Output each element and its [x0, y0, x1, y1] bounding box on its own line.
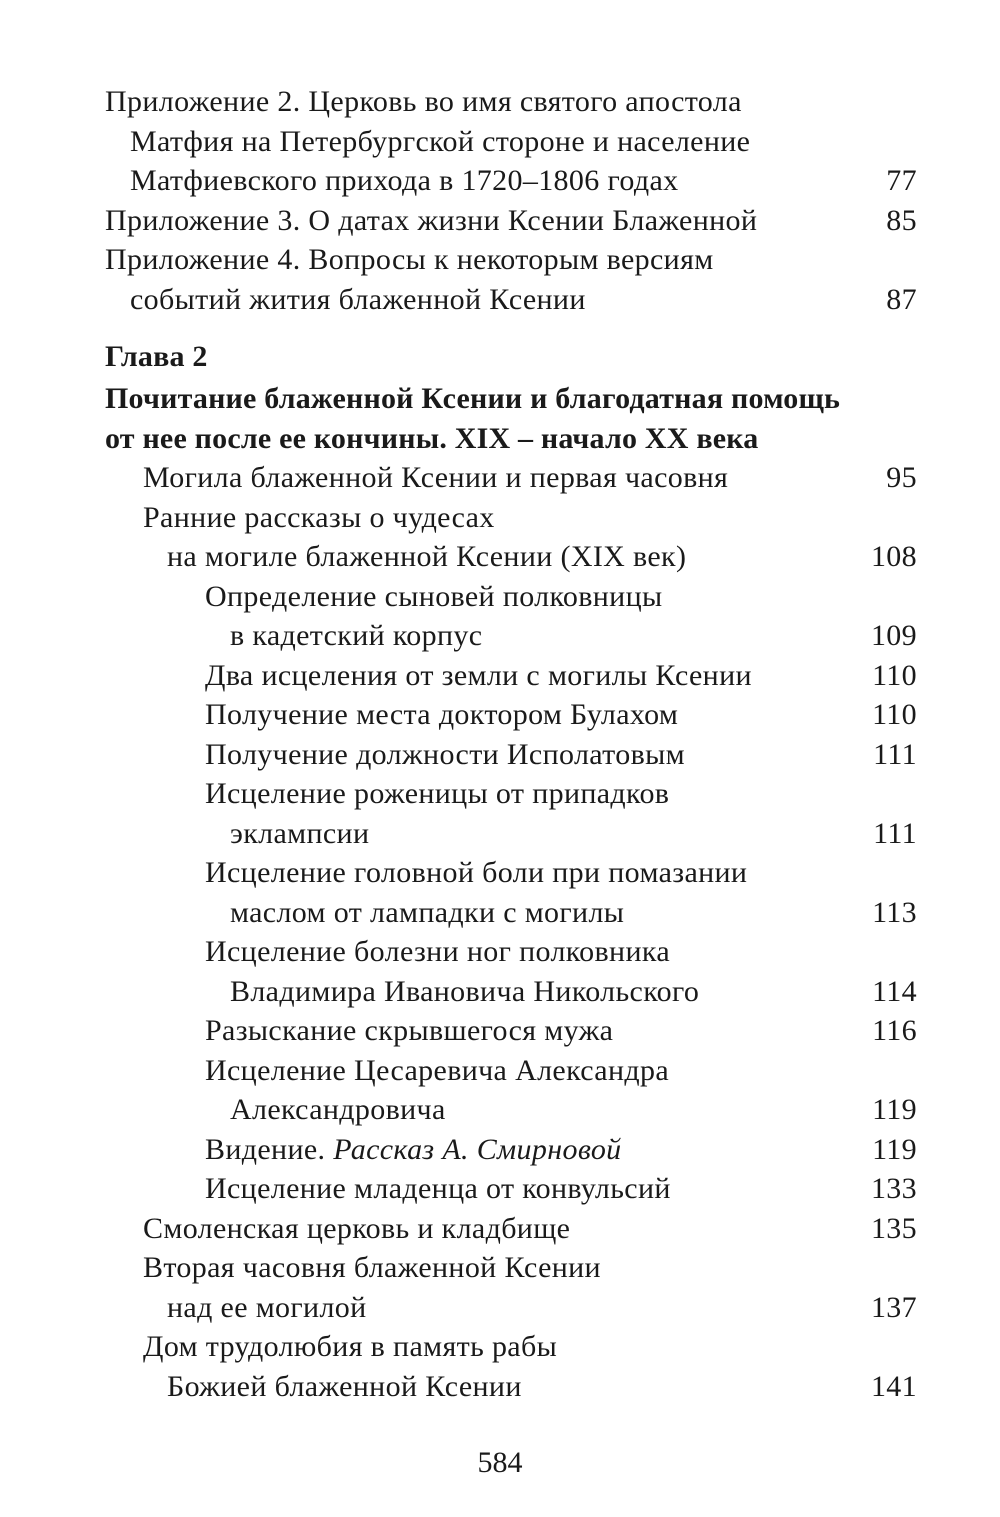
toc-page-number: 85 — [886, 203, 917, 237]
toc-entry-text: Ранние рассказы о чудесах — [143, 500, 495, 534]
toc-page-number: 95 — [886, 461, 917, 494]
toc-page-number: 110 — [872, 658, 917, 692]
toc-entry-line — [0, 1288, 1000, 1328]
toc-entry-text: Могила блаженной Ксении и первая часовня — [143, 461, 729, 494]
toc-entry-line — [0, 774, 1000, 814]
toc-entry-text: Видение. — [205, 1132, 334, 1166]
toc-entries-chapter-2 — [0, 458, 1000, 1406]
toc-entry-text: Вторая часовня блаженной Ксении — [143, 1251, 601, 1284]
toc-entry-italic-text: Рассказ А. Смирновой — [333, 1132, 622, 1166]
toc-entry-line — [0, 161, 1000, 201]
toc-entry — [0, 1248, 1000, 1327]
toc-entry — [0, 82, 1000, 201]
toc-entry-text: Матфия на Петербургской стороне и население — [130, 124, 751, 158]
toc-entry-text: Матфиевского прихода в 1720–1806 годах — [130, 164, 679, 197]
toc-page-number: 133 — [870, 1172, 917, 1205]
toc-entry — [0, 853, 1000, 932]
toc-entry-line — [0, 1130, 1000, 1170]
toc-page-number: 110 — [872, 698, 917, 731]
toc-entry — [0, 201, 1000, 241]
toc-entry — [0, 932, 1000, 1011]
toc-entry — [0, 656, 1000, 696]
toc-entry-text: Владимира Ивановича Никольского — [230, 974, 700, 1008]
toc-page-number: 119 — [872, 1132, 917, 1166]
toc-page-number: 135 — [870, 1211, 917, 1245]
toc-page-number: 116 — [872, 1014, 917, 1047]
page-number: 584 — [477, 1446, 523, 1479]
toc-entry — [0, 1209, 1000, 1249]
toc-entry-line — [0, 1327, 1000, 1367]
toc-entry — [0, 695, 1000, 735]
toc-entry-line — [0, 577, 1000, 617]
toc-entry-line — [0, 1248, 1000, 1288]
toc-entry-text: Приложение 3. О датах жизни Ксении Блаженной — [105, 203, 758, 237]
toc-entry-text: Исцеление роженицы от припадков — [205, 777, 670, 810]
toc-entry-text: Исцеление головной боли при помазании — [205, 856, 748, 889]
toc-entry-text: Исцеление младенца от конвульсий — [205, 1172, 671, 1205]
toc-entry — [0, 458, 1000, 498]
toc-entry-text: Получение места доктором Булахом — [205, 698, 679, 731]
toc-entry-text: над ее могилой — [167, 1290, 367, 1324]
toc-entry-line — [0, 458, 1000, 498]
toc-page-number: 137 — [870, 1290, 917, 1324]
toc-entry-line — [0, 893, 1000, 933]
toc-page-number: 141 — [870, 1369, 917, 1403]
toc-entry-text: Приложение 2. Церковь во имя святого апостола — [105, 85, 742, 118]
toc-entry-text: Приложение 4. Вопросы к некоторым версиям — [105, 243, 714, 276]
toc-entry-line — [0, 972, 1000, 1012]
toc-entry — [0, 1051, 1000, 1130]
toc-entry-text: Разыскание скрывшегося мужа — [205, 1014, 614, 1047]
toc-entry-line — [0, 1011, 1000, 1051]
chapter-title-line: от нее после ее кончины. XIX – начало XX века — [105, 421, 759, 455]
toc-entry-line — [0, 122, 1000, 162]
toc-entry-text: Исцеление Цесаревича Александра — [205, 1053, 669, 1087]
toc-entry — [0, 498, 1000, 577]
toc-entry — [0, 1169, 1000, 1209]
toc-page-number: 114 — [872, 974, 917, 1008]
toc-entry-text: в кадетский корпус — [230, 619, 483, 652]
toc-entry-text: Два исцеления от земли с могилы Ксении — [205, 658, 752, 692]
toc-page-number: 113 — [872, 895, 917, 929]
toc-entry — [0, 1011, 1000, 1051]
toc-entry-line — [0, 82, 1000, 122]
toc-page-number: 109 — [870, 619, 917, 652]
table-of-contents — [0, 82, 1000, 1406]
toc-entry-text: Дом трудолюбия в память рабы — [143, 1330, 558, 1363]
toc-entry-text: эклампсии — [230, 816, 370, 850]
toc-entry — [0, 1130, 1000, 1170]
toc-page-number: 119 — [872, 1093, 917, 1126]
toc-entry-line — [0, 1367, 1000, 1407]
toc-entry — [0, 577, 1000, 656]
toc-entry-line — [0, 814, 1000, 854]
toc-entry-text: событий жития блаженной Ксении — [130, 282, 586, 316]
toc-entry-line — [0, 280, 1000, 320]
toc-entry-line — [0, 201, 1000, 241]
toc-entry-line — [0, 240, 1000, 280]
toc-entry-text: Определение сыновей полковницы — [205, 579, 663, 613]
toc-entry — [0, 774, 1000, 853]
toc-entry — [0, 1327, 1000, 1406]
toc-entry-line — [0, 656, 1000, 696]
toc-entry-line — [0, 695, 1000, 735]
chapter-label: Глава 2 — [105, 340, 208, 373]
toc-entry — [0, 240, 1000, 319]
toc-entry-line — [0, 1090, 1000, 1130]
toc-page-number: 111 — [873, 737, 917, 771]
toc-entry-line — [0, 1209, 1000, 1249]
chapter-heading — [0, 335, 1000, 458]
toc-page-number: 87 — [886, 282, 917, 316]
toc-entry-text: Исцеление болезни ног полковника — [205, 935, 670, 968]
toc-entry-line — [0, 537, 1000, 577]
toc-page-number: 108 — [870, 540, 917, 573]
toc-entry-line — [0, 932, 1000, 972]
toc-entries-before-chapter — [0, 82, 1000, 319]
chapter-title-line: Почитание блаженной Ксении и благодатная помощь — [105, 382, 841, 415]
toc-entry-line — [0, 1051, 1000, 1091]
toc-page-number: 77 — [886, 164, 917, 197]
toc-entry-line — [0, 498, 1000, 538]
toc-entry-text: Получение должности Исполатовым — [205, 737, 685, 771]
toc-entry — [0, 735, 1000, 775]
toc-entry-line — [0, 853, 1000, 893]
toc-entry-text: Божией блаженной Ксении — [167, 1369, 522, 1403]
toc-entry-line — [0, 616, 1000, 656]
toc-entry-text: Александровича — [230, 1093, 446, 1126]
toc-entry-line — [0, 1169, 1000, 1209]
toc-entry-text: Смоленская церковь и кладбище — [143, 1211, 571, 1245]
toc-entry-text: маслом от лампадки с могилы — [230, 895, 625, 929]
toc-entry-line — [0, 735, 1000, 775]
toc-entry-text: на могиле блаженной Ксении (XIX век) — [167, 540, 687, 573]
toc-page-number: 111 — [873, 816, 917, 850]
